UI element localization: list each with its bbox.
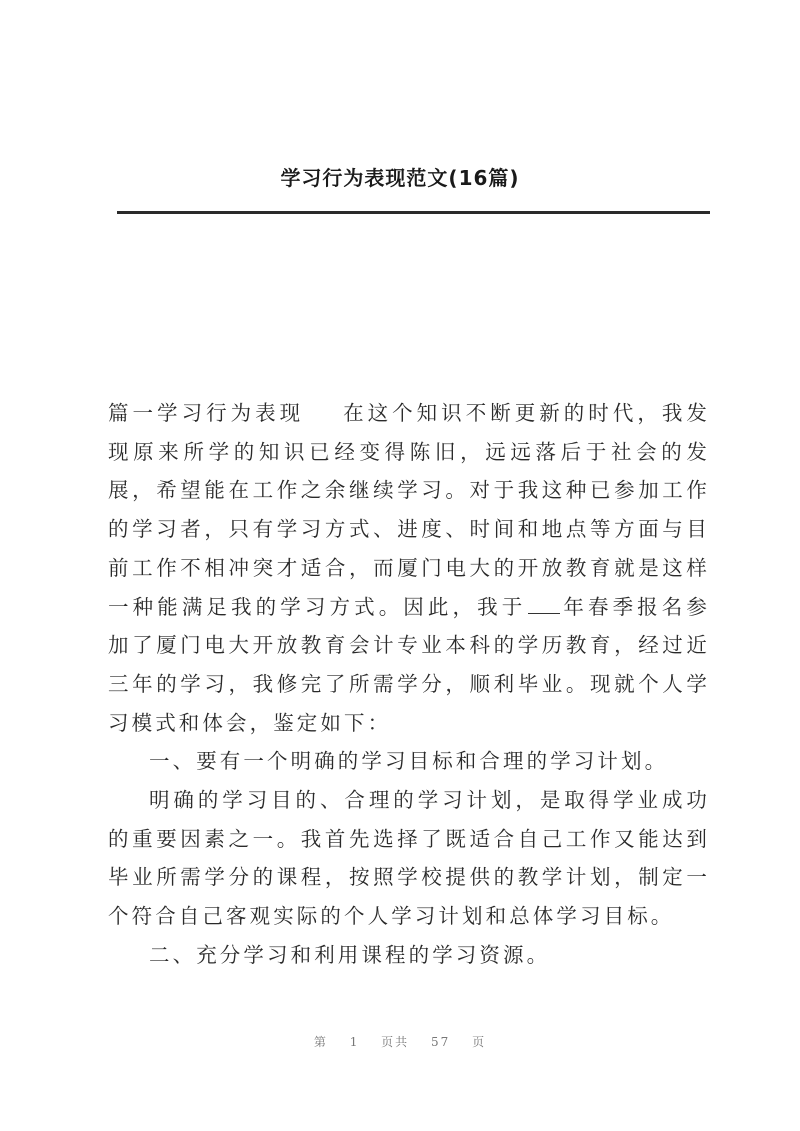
paragraph-2: 一、要有一个明确的学习目标和合理的学习计划。 [149, 749, 669, 774]
paragraph-3: 明确的学习目的、合理的学习计划，是取得学业成功的重要因素之一。我首先选择了既适合自己工作又能达到毕业所需学分的课程，按照学校提供的教学计划，制定一个符合自己客观实际的个人学习计划和总体学习目标。 [108, 788, 710, 929]
footer-label-end: 页 [472, 1035, 487, 1049]
paragraph-1-text-a: 在这个知识不断更新的时代，我发现原来所学的知识已经变得陈旧，远远落后于社会的发展，希望能在工作之余继续学习。对于我这种已参加工作的学习者，只有学习方式、进度、时间和地点等方面与目前工作不相冲突才适合，而厦门电大的开放教育就是这样一种能满足我的学习方式。因此，我于 [108, 401, 710, 619]
title-underline [117, 211, 710, 214]
blank-underline [528, 597, 560, 614]
paragraph-4: 二、充分学习和利用课程的学习资源。 [149, 942, 551, 967]
footer-current-page: 1 [349, 1035, 360, 1049]
paragraph-1 [108, 394, 710, 742]
footer-label-page: 第 [313, 1035, 328, 1049]
paragraph-1-text-b: 年春季报名参加了厦门电大开放教育会计专业本科的学历教育，经过近三年的学习，我修完了所需学分，顺利毕业。现就个人学习模式和体会，鉴定如下： [108, 594, 710, 735]
footer-label-total: 页共 [381, 1035, 410, 1049]
page-footer [0, 1033, 800, 1050]
section-heading: 篇一学习行为表现 [108, 401, 305, 425]
footer-total-pages: 57 [431, 1035, 451, 1049]
document-body [108, 394, 710, 975]
document-title: 学习行为表现范文(16篇) [280, 166, 520, 190]
